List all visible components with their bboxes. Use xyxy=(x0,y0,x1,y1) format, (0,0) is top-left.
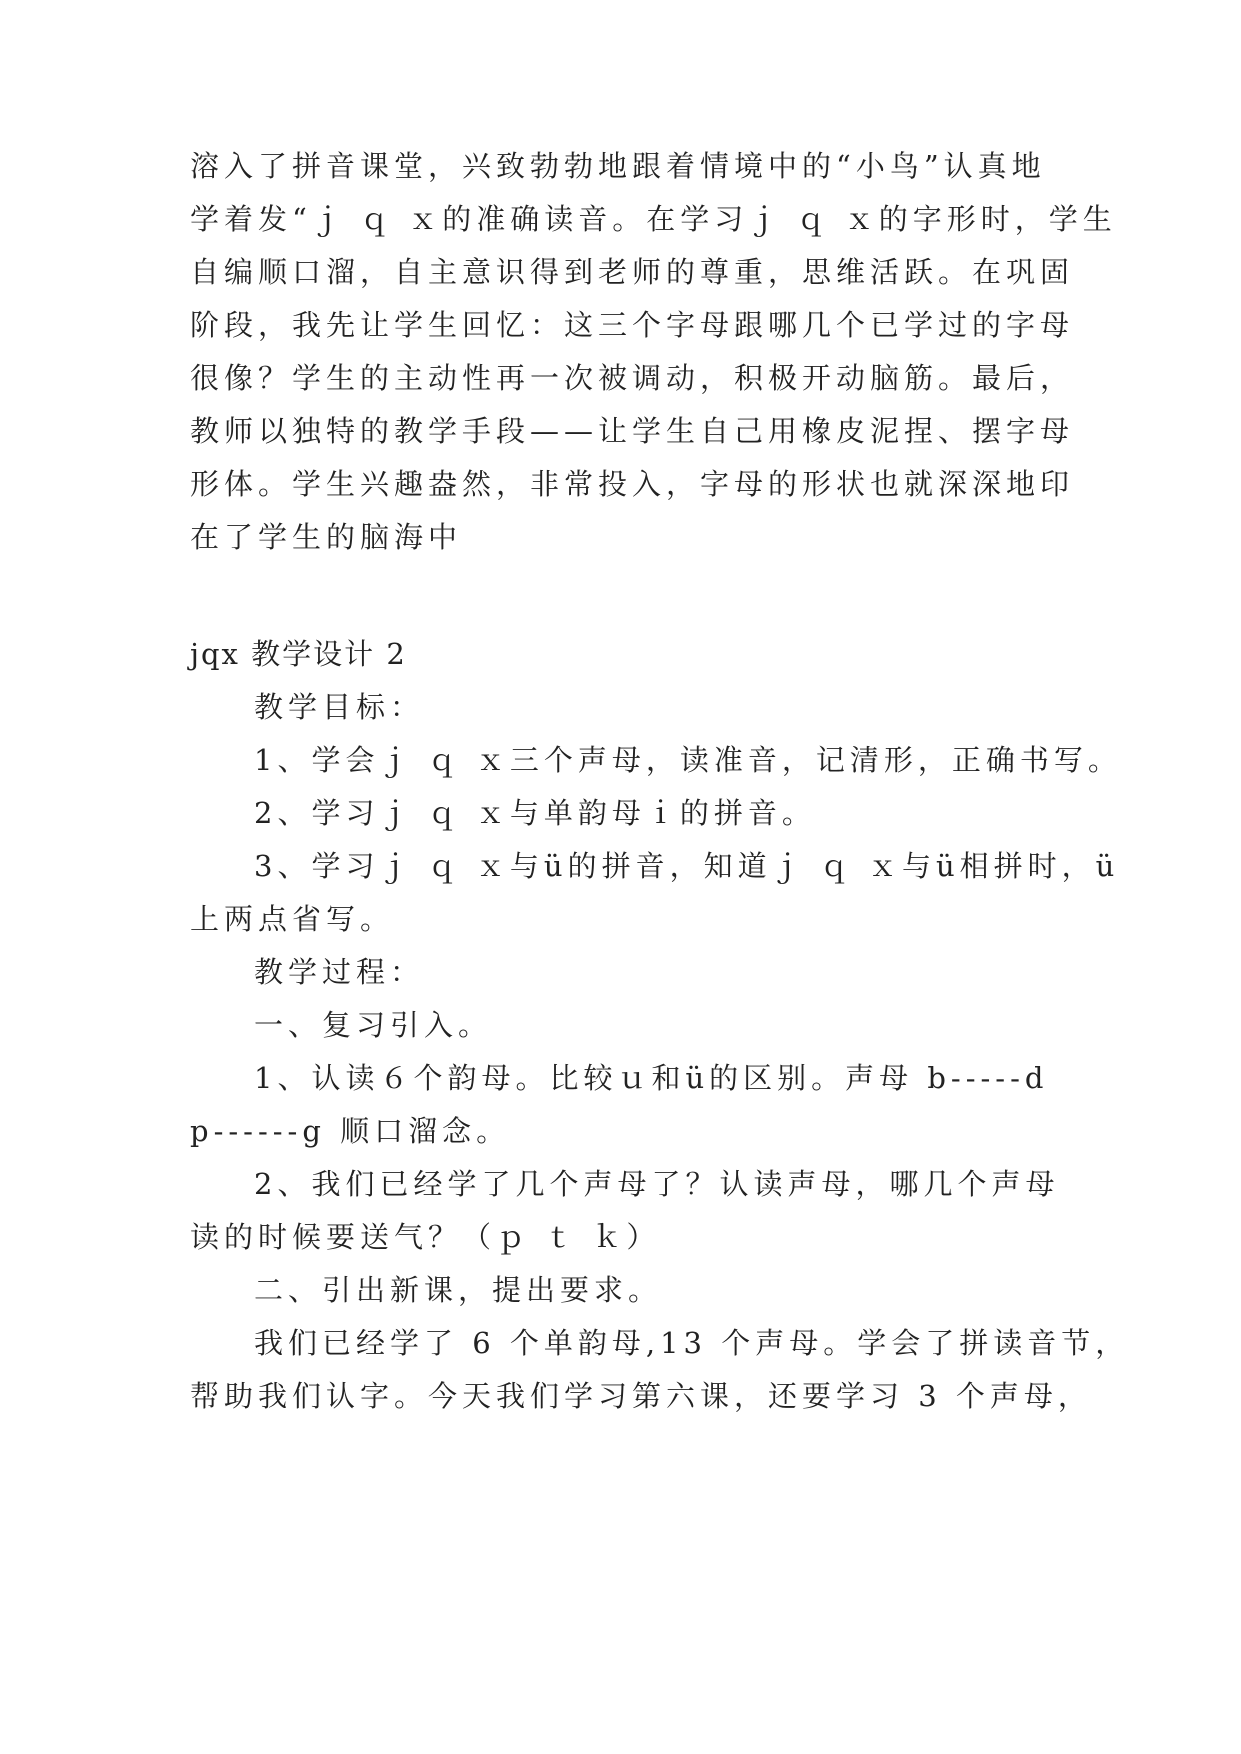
body-text-line: 教师以独特的教学手段——让学生自己用橡皮泥捏、摆字母 xyxy=(190,414,1075,448)
process-heading: 教学过程： xyxy=(254,955,425,989)
body-text-line: 在了学生的脑海中 xyxy=(190,520,463,554)
goal-item-continuation: 上两点省写。 xyxy=(190,902,395,936)
body-text-line: 溶入了拼音课堂，兴致勃勃地跟着情境中的“小鸟”认真地 xyxy=(190,149,1046,183)
step-heading: 二、引出新课，提出要求。 xyxy=(254,1273,663,1307)
step-item: 1、认读６个韵母。比较ｕ和ü的区别。声母 b-----d xyxy=(254,1061,1049,1095)
goal-item: 3、学习ｊ ｑ ｘ与ü的拼音，知道ｊ ｑ ｘ与ü相拼时，ü xyxy=(254,849,1120,883)
body-text-line: 学着发“ｊ ｑ ｘ的准确读音。在学习ｊ ｑ ｘ的字形时，学生 xyxy=(190,202,1117,236)
step-item: 2、我们已经学了几个声母了？认读声母，哪几个声母 xyxy=(254,1167,1060,1201)
body-text-line: 阶段，我先让学生回忆：这三个字母跟哪几个已学过的字母 xyxy=(190,308,1075,342)
section-title: jqx 教学设计 2 xyxy=(190,637,407,671)
goal-item: 2、学习ｊ ｑ ｘ与单韵母ｉ的拼音。 xyxy=(254,796,816,830)
goal-item: 1、学会ｊ ｑ ｘ三个声母，读准音，记清形，正确书写。 xyxy=(254,743,1122,777)
goals-heading: 教学目标： xyxy=(254,690,425,724)
body-text-line: 很像？学生的主动性再一次被调动，积极开动脑筋。最后， xyxy=(190,361,1075,395)
body-text-line: 自编顺口溜，自主意识得到老师的尊重，思维活跃。在巩固 xyxy=(190,255,1075,289)
step-item-continuation: p------g 顺口溜念。 xyxy=(190,1114,511,1148)
step-heading: 一、复习引入。 xyxy=(254,1008,493,1042)
body-text-line: 形体。学生兴趣盎然，非常投入，字母的形状也就深深地印 xyxy=(190,467,1075,501)
step-item-continuation: 读的时候要送气？（ｐ ｔ ｋ） xyxy=(190,1220,661,1254)
paragraph-line: 我们已经学了 6 个单韵母,13 个声母。学会了拼读音节， xyxy=(254,1326,1130,1360)
paragraph-line: 帮助我们认字。今天我们学习第六课，还要学习 3 个声母， xyxy=(190,1379,1092,1413)
